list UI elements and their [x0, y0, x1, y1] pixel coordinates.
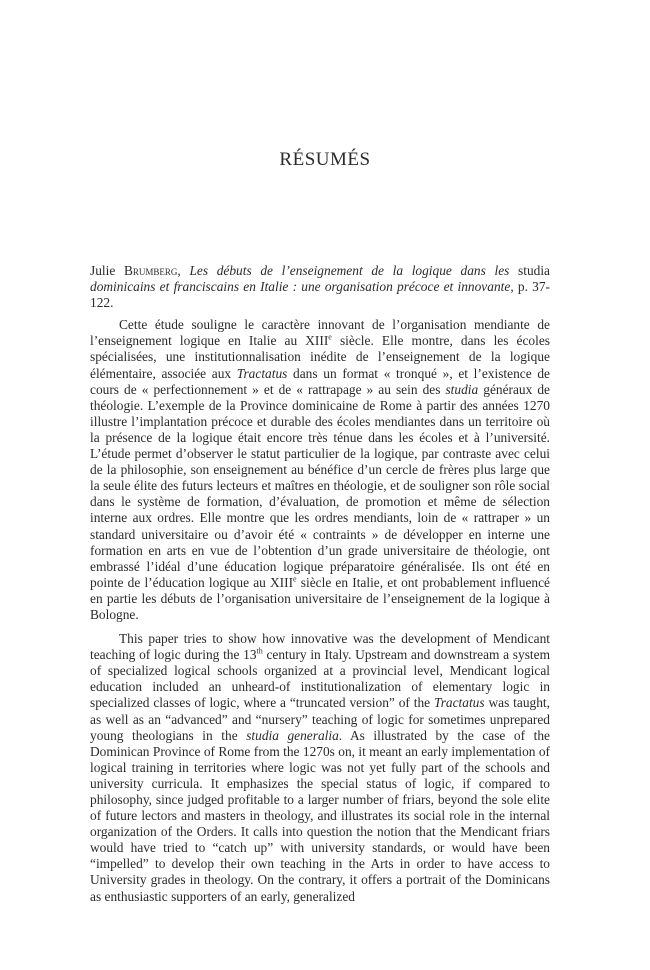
- article-citation: [90, 263, 550, 311]
- article-pages: , p. 37-122.: [90, 279, 550, 311]
- fr-sup-1: e: [328, 332, 332, 342]
- en-text-1: This paper tries to show how innovative was the development of Mendicant teaching of logic during the 13: [90, 631, 550, 663]
- fr-text-3: dans un format « tronqué », et l’existence de cours de « perfectionnement » et de « rattrapage » au sein des: [90, 365, 550, 397]
- en-text-3: was taught, as well as an “advanced” and “nursery” teaching of logic for sometimes unprepared young theologians in the: [90, 695, 550, 743]
- en-text-4: . As illustrated by the case of the Dominican Province of Rome from the 1270s on, it meant an early implementation of logical training in territories where logic was not yet fully part of the schools and university curricula. It emphasizes the special status of logic, if compared to philosophy, since judged profitable to a larger number of friars, beyond the sole elite of future lectors and masters in theology, and illustrates its social role in the internal organization of the Orders. It calls into question the notion that the Mendicant friars would have tried to “catch up” with university standards, or would have been “impelled” to develop their own teaching in the Arts in order to have access to University grades in theology. On the contrary, it offers a portrait of the Dominicans as enthusiastic supporters of an early, generalized: [90, 727, 550, 904]
- citation-separator: ,: [177, 263, 190, 278]
- abstract-french: [90, 317, 550, 623]
- page-title: RÉSUMÉS: [279, 149, 371, 170]
- fr-italic-1: Tractatus: [236, 365, 288, 381]
- en-italic-1: Tractatus: [433, 695, 485, 711]
- fr-italic-2: studia: [445, 381, 479, 397]
- fr-text-5: siècle en Italie, et ont probablement influencé en partie les débuts de l’organisation universitaire de l’enseignement de la logique à Bologne.: [90, 574, 550, 622]
- fr-text-4: généraux de théologie. L’exemple de la Province dominicaine de Rome à partir des années 1270 illustre l’implantation précoce et durable des écoles mendiantes dans un territoire où la présence de la logique était encore très ténue dans les écoles et à l’université. L’étude permet d’observer le statut particulier de la logique, par contraste avec celui de la philosophie, son enseignement au bénéfice d’un cercle de frères plus large que la seule élite des futurs lecteurs et maîtres en théologie, et de souligner son rôle social dans le système de formation, d’évaluation, de promotion et même de sélection interne aux ordres. Elle montre que les ordres mendiants, loin de « rattraper » un standard universitaire ou d’avoir été « contraints » de développer en interne une formation en arts en vue de l’obtention d’un grade universitaire de théologie, ont embrassé l’idéal d’une éducation logique préparatoire généralisée. Ils ont été en pointe de l’éducation logique au XIII: [90, 381, 550, 590]
- abstract-english: [90, 631, 550, 905]
- fr-text-2: siècle. Elle montre, dans les écoles spécialisées, une institutionnalisation inédite de l’enseignement de la logique élémentaire, associée aux: [90, 333, 550, 381]
- article-title-part1: Les débuts de l’enseignement de la logique dans les: [189, 263, 510, 278]
- en-text-2: century in Italy. Upstream and downstream a system of specialized logical schools organized at a provincial level, Mendicant logical education included an unheard-of institutionalization of elementary logic in specialized classes of logic, where a “truncated version” of the: [90, 647, 550, 711]
- page-content: [90, 263, 550, 913]
- fr-text-1: Cette étude souligne le caractère innovant de l’organisation mendiante de l’enseignement logique en Italie au XIII: [90, 317, 550, 349]
- author-first-name: Julie: [90, 263, 116, 278]
- fr-sup-2: e: [293, 574, 297, 584]
- article-title-part2: dominicains et franciscains en Italie : une organisation précoce et innovante: [90, 279, 511, 295]
- author-last-name: Brumberg: [123, 263, 178, 278]
- en-sup-1: th: [256, 646, 263, 656]
- article-title-roman: studia: [509, 263, 551, 278]
- en-italic-2: studia generalia: [246, 727, 339, 743]
